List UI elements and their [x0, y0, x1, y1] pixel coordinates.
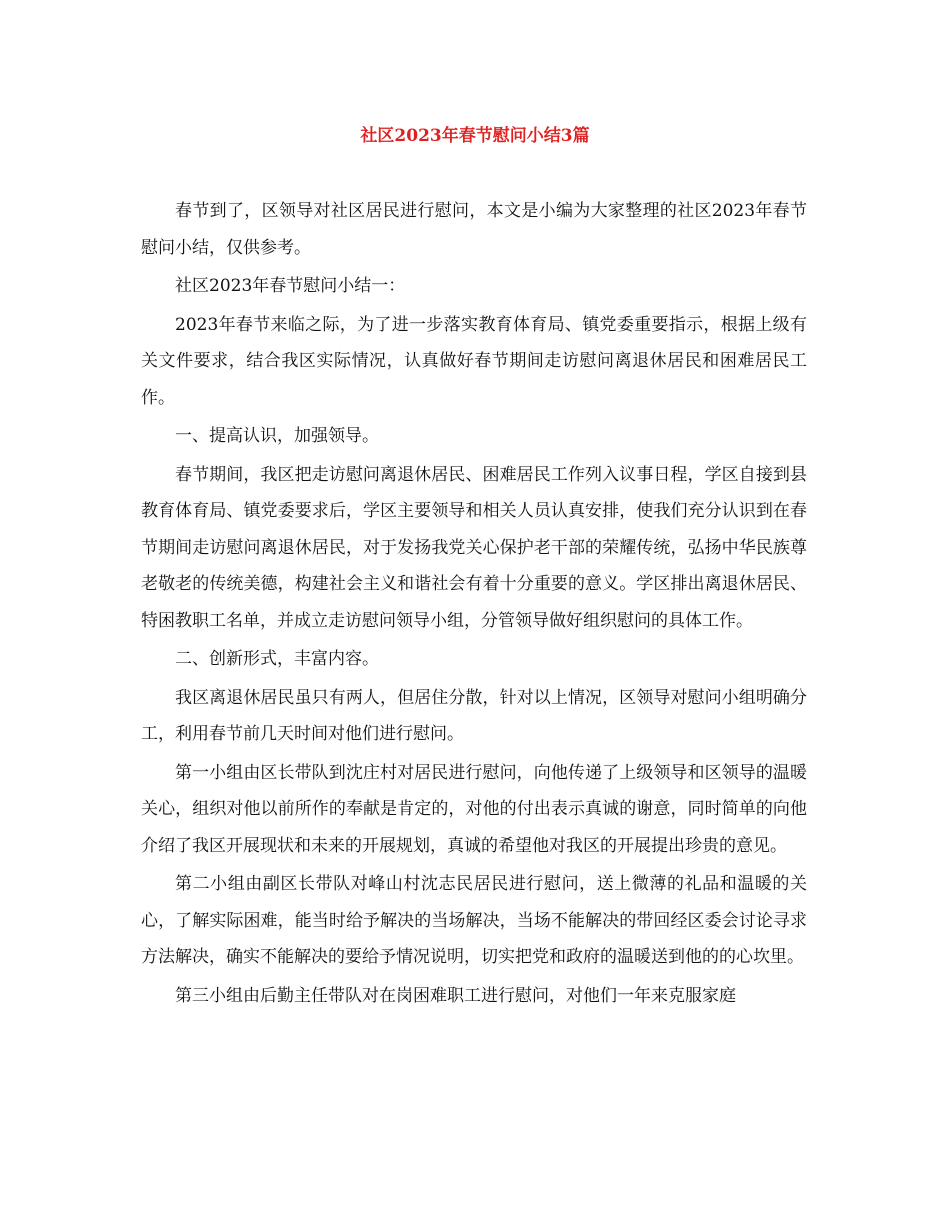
- paragraph: 第一小组由区长带队到沈庄村对居民进行慰问，向他传递了上级领导和区领导的温暖关心，组织对他以前所作的奉献是肯定的，对他的付出表示真诚的谢意，同时简单的向他介绍了我区开展现状和未来的开展规划，真诚的希望他对我区的开展提出珍贵的意见。: [141, 762, 807, 856]
- section-heading: 一、提高认识，加强领导。: [175, 426, 379, 446]
- paragraph: 我区离退休居民虽只有两人，但居住分散，针对以上情况，区领导对慰问小组明确分工，利用春节前几天时间对他们进行慰问。: [141, 687, 807, 744]
- paragraph: 春节期间，我区把走访慰问离退休居民、困难居民工作列入议事日程，学区自接到县教育体育局、镇党委要求后，学区主要领导和相关人员认真安排，使我们充分认识到在春节期间走访慰问离退休居民，对于发扬我党关心保护老干部的荣耀传统，弘扬中华民族尊老敬老的传统美德，构建社会主义和谐社会有着十分重要的意义。学区排出离退休居民、特困教职工名单，并成立走访慰问领导小组，分管领导做好组织慰问的具体工作。: [141, 464, 807, 631]
- document-body: [141, 193, 807, 1016]
- paragraph: 第三小组由后勤主任带队对在岗困难职工进行慰问，对他们一年来克服家庭: [175, 985, 736, 1006]
- paragraph: 第二小组由副区长带队对峰山村沈志民居民进行慰问，送上微薄的礼品和温暖的关心，了解实际困难，能当时给予解决的当场解决，当场不能解决的带回经区委会讨论寻求方法解决，确实不能解决的要给予情况说明，切实把党和政府的温暖送到他的的心坎里。: [141, 874, 807, 967]
- section-heading: 二、创新形式，丰富内容。: [175, 649, 379, 669]
- paragraph: 春节到了，区领导对社区居民进行慰问，本文是小编为大家整理的社区2023年春节慰问小结，仅供参考。: [141, 201, 807, 258]
- document-title: 社区2023年春节慰问小结3篇: [360, 126, 590, 146]
- paragraph: 2023年春节来临之际，为了进一步落实教育体育局、镇党委重要指示，根据上级有关文件要求，结合我区实际情况，认真做好春节期间走访慰问离退休居民和困难居民工作。: [141, 314, 807, 408]
- paragraph: 社区2023年春节慰问小结一：: [175, 276, 406, 296]
